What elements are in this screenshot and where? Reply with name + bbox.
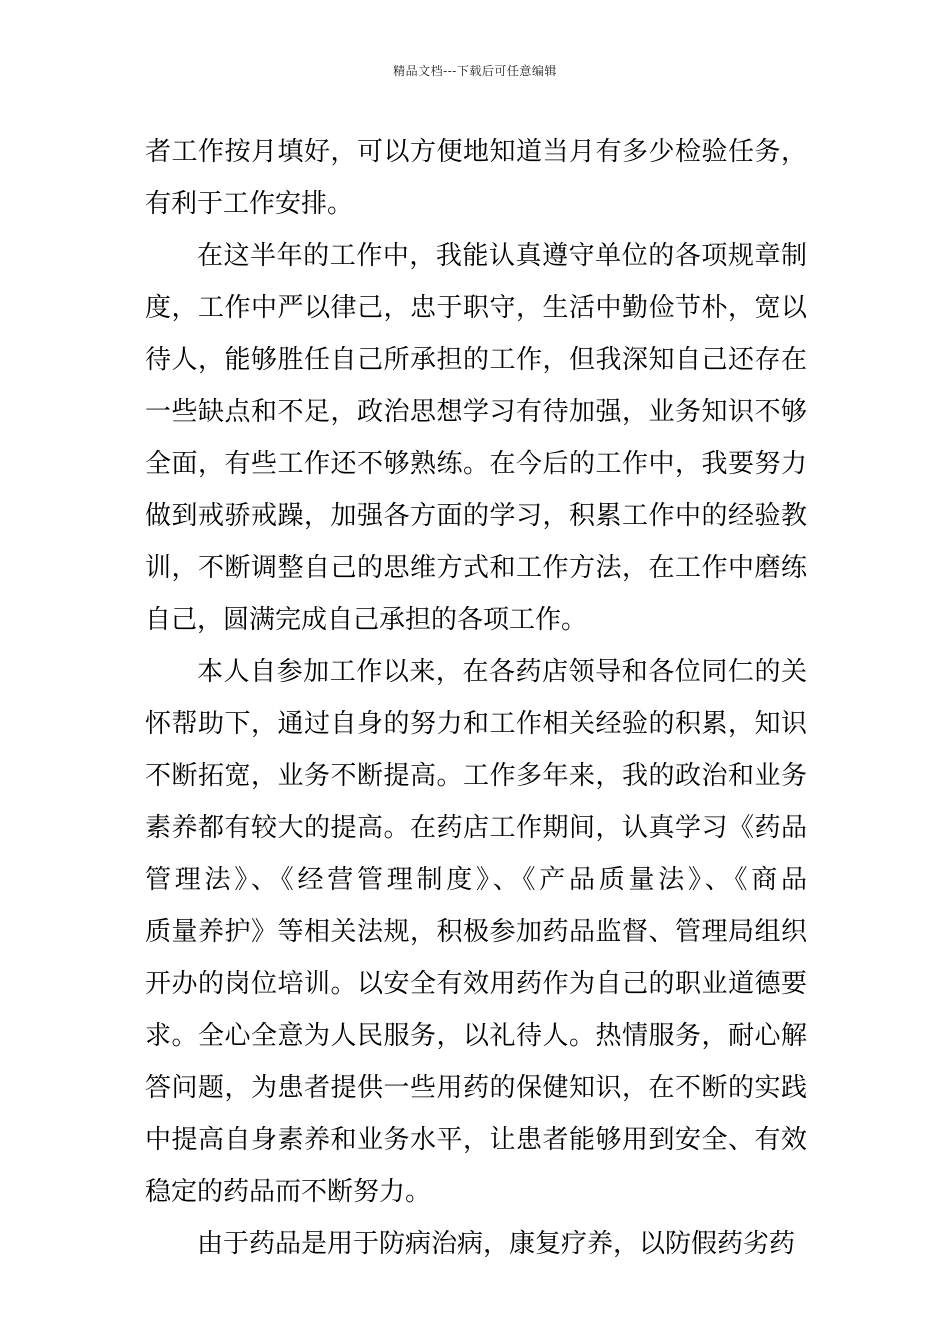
- text-line: 稳定的药品而不断努力。: [145, 1177, 432, 1207]
- page-header: 精品文档---下载后可任意编辑: [393, 64, 557, 78]
- text-line: 有利于工作安排。: [145, 189, 354, 219]
- text-line: 中提高自身素养和业务水平，让患者能够用到安全、有效: [145, 1125, 807, 1155]
- paragraph-1: [145, 126, 807, 230]
- text-line: 开办的岗位培训。以安全有效用药作为自己的职业道德要: [145, 969, 807, 999]
- text-line: 素养都有较大的提高。在药店工作期间，认真学习《药品: [145, 813, 807, 843]
- text-line: 由于药品是用于防病治病，康复疗养，以防假药劣药: [197, 1229, 796, 1259]
- text-line: 本人自参加工作以来，在各药店领导和各位同仁的关: [197, 657, 807, 687]
- text-line: 者工作按月填好，可以方便地知道当月有多少检验任务，: [145, 137, 807, 167]
- text-line: 自己，圆满完成自己承担的各项工作。: [145, 605, 588, 635]
- text-line: 一些缺点和不足，政治思想学习有待加强，业务知识不够: [145, 397, 807, 427]
- paragraph-3: [145, 646, 807, 1218]
- text-line: 全面，有些工作还不够熟练。在今后的工作中，我要努力: [145, 449, 807, 479]
- text-line: 怀帮助下，通过自身的努力和工作相关经验的积累，知识: [145, 709, 807, 739]
- text-line: 待人，能够胜任自己所承担的工作，但我深知自己还存在: [145, 345, 807, 375]
- text-line: 训，不断调整自己的思维方式和工作方法，在工作中磨练: [145, 553, 807, 583]
- text-line: 做到戒骄戒躁，加强各方面的学习，积累工作中的经验教: [145, 501, 807, 531]
- text-line: 在这半年的工作中，我能认真遵守单位的各项规章制: [197, 241, 807, 271]
- text-line: 求。全心全意为人民服务，以礼待人。热情服务，耐心解: [145, 1021, 807, 1051]
- text-line: 度，工作中严以律己，忠于职守，生活中勤俭节朴，宽以: [145, 293, 807, 323]
- text-line: 管理法》、《经营管理制度》、《产品质量法》、《商品: [145, 865, 807, 895]
- paragraph-4: [145, 1218, 807, 1270]
- document-body: [145, 126, 807, 1270]
- text-line: 不断拓宽，业务不断提高。工作多年来，我的政治和业务: [145, 761, 807, 791]
- paragraph-2: [145, 230, 807, 646]
- text-line: 质量养护》等相关法规，积极参加药品监督、管理局组织: [145, 917, 807, 947]
- text-line: 答问题，为患者提供一些用药的保健知识，在不断的实践: [145, 1073, 807, 1103]
